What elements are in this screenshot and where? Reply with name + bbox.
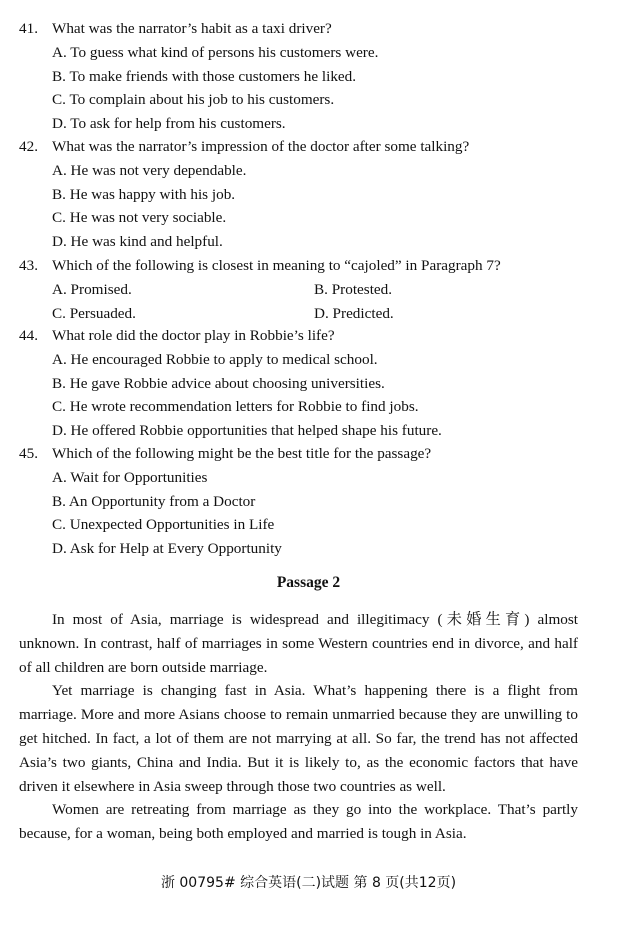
- option-b: B. He gave Robbie advice about choosing universities.: [52, 374, 385, 392]
- option-c: C. He wrote recommendation letters for Robbie to find jobs.: [52, 398, 419, 416]
- page-footer: 浙 00795# 综合英语(二)试题 第 8 页(共12页): [160, 875, 457, 891]
- option-a: A. To guess what kind of persons his customers were.: [52, 43, 379, 61]
- option-a: A. Promised.: [52, 280, 132, 298]
- option-b: B. Protested.: [314, 280, 393, 298]
- passage-paragraph-3: Women are retreating from marriage as they go into the workplace. That’s partly because, for a woman, being both employed and married is tough in Asia.: [19, 801, 578, 843]
- passage-title: Passage 2: [276, 574, 341, 591]
- option-c: C. To complain about his job to his customers.: [52, 91, 335, 109]
- question-number: 44.: [19, 327, 38, 344]
- option-d: D. He offered Robbie opportunities that helped shape his future.: [52, 422, 442, 440]
- question-42: [19, 135, 609, 254]
- option-d: D. He was kind and helpful.: [52, 233, 223, 251]
- question-number: 45.: [19, 445, 38, 462]
- question-45: [19, 442, 609, 561]
- option-c: C. Unexpected Opportunities in Life: [52, 516, 275, 534]
- question-43: [19, 254, 609, 325]
- passage-paragraph-2: Yet marriage is changing fast in Asia. What’s happening there is a flight from marriage. More and more Asians choose to remain unmarried because they are unwilling to get hitched. In fact, a lot of them are not marrying at all. So far, the trend has not affected Asia’s two giants, China and India. But it is likely to, as the economic factors that have driven it elsewhere in Asia sweep through those two countries as well.: [19, 682, 578, 795]
- option-d: D. Ask for Help at Every Opportunity: [52, 540, 282, 558]
- option-d: D. Predicted.: [314, 304, 394, 322]
- option-a: A. Wait for Opportunities: [52, 468, 208, 486]
- passage-body: [19, 608, 578, 846]
- option-b: B. To make friends with those customers he liked.: [52, 67, 357, 85]
- question-stem: What role did the doctor play in Robbie’s life?: [52, 327, 335, 344]
- question-stem: What was the narrator’s habit as a taxi driver?: [52, 20, 332, 37]
- question-number: 43.: [19, 257, 38, 274]
- question-41: [19, 17, 609, 136]
- question-number: 42.: [19, 138, 38, 155]
- option-c: C. He was not very sociable.: [52, 209, 227, 227]
- question-44: [19, 324, 609, 443]
- question-number: 41.: [19, 20, 38, 37]
- question-stem: What was the narrator’s impression of the doctor after some talking?: [52, 138, 470, 155]
- question-stem: Which of the following is closest in meaning to “cajoled” in Paragraph 7?: [52, 257, 501, 274]
- question-stem: Which of the following might be the best title for the passage?: [52, 445, 432, 462]
- option-d: D. To ask for help from his customers.: [52, 115, 286, 133]
- option-a: A. He encouraged Robbie to apply to medical school.: [52, 350, 378, 368]
- passage-paragraph-1: In most of Asia, marriage is widespread and illegitimacy (未婚生育) almost unknown. In contrast, half of marriages in some Western countries end in divorce, and half of all children are born outside marriage.: [19, 611, 578, 676]
- option-c: C. Persuaded.: [52, 304, 136, 322]
- option-b: B. An Opportunity from a Doctor: [52, 492, 256, 510]
- option-b: B. He was happy with his job.: [52, 185, 236, 203]
- option-a: A. He was not very dependable.: [52, 161, 247, 179]
